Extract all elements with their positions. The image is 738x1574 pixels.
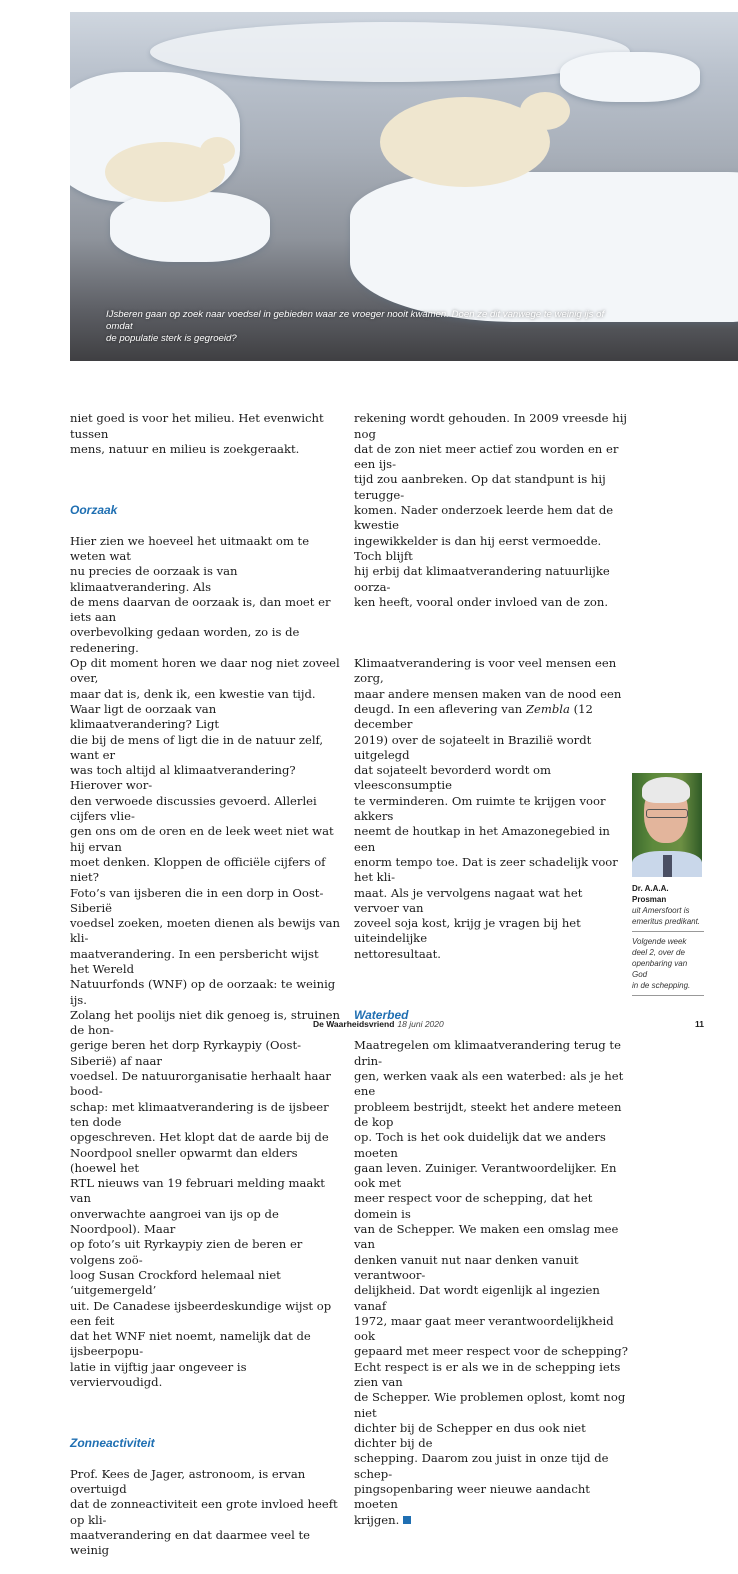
polar-bear-cub-head (200, 137, 235, 165)
intro-paragraph: niet goed is voor het milieu. Het evenwicht tussen mens, natuur en milieu is zoekgeraakt. (70, 411, 324, 456)
text: Maatregelen om klimaatverandering terug te drin- gen, werken vaak als een waterbed: als je het ene probleem bestrijdt, steekt het andere meteen de kop op. Toch is het ook duidelijk dat we anders moeten gaan leven. Zuiniger. Verantwoordelijker. En ook met meer respect voor de schepping, dat het domein is van de Schepper. We maken een omslag mee van denken vanuit nut naar denken vanuit verantwoor- delijkheid. Dat wordt eigenlijk al ingezien vanaf 1972, maar gaat meer verantwoordelijkheid ook gepaard met meer respect voor de schepping? Echt respect is er als we in de schepping iets zien van de Schepper. Wie problemen oplost, komt nog niet dichter bij de Schepper en dus ook niet dichter bij de schepping. Daarom zou juist in onze tijd de schep- pingsopenbaring weer nieuwe aandacht moeten krijgen. (354, 1038, 628, 1527)
photo-caption: IJsberen gaan op zoek naar voedsel in gebieden waar ze vroeger nooit kwamen. Doen ze dit vanwege te weinig ijs of omdat de populatie sterk is gegroeid? (106, 309, 605, 344)
text: (12 december 2019) over de sojateelt in Brazilië wordt uitgelegd dat sojateelt bevorderd wordt om vleesconsumptie te verminderen. Om ruimte te krijgen voor akkers neemt de houtkap in het Amazonegebied in een enorm tempo toe. Dat is zeer schadelijk voor het kli- maat. Als je vervolgens nagaat wat het vervoer van zoveel soja kost, krijg je vragen bij het uiteindelijke nettoresultaat. (354, 701, 618, 961)
paragraph-zon: rekening wordt gehouden. In 2009 vreesde hij nog dat de zon niet meer actief zou worden en er een ijs- tijd zou aanbreken. Op dat standpunt is hij terugge- komen. Nader onderzoek leerde hem dat de kwestie ingewikkelder is dan hij eerst vermoedde. Toch blijft hij erbij dat klimaatverandering natuurlijke oorza- ken heeft, vooral onder invloed van de zon. (354, 411, 627, 609)
program-title: Zembla (525, 701, 570, 716)
heading-zonneactiviteit: Zonneactiviteit (70, 1436, 155, 1451)
divider (632, 931, 704, 932)
author-bio: uit Amersfoort is emeritus predikant. (632, 906, 701, 926)
author-photo (632, 773, 702, 877)
heading-waterbed: Waterbed (354, 1007, 409, 1022)
text: Klimaatverandering is voor veel mensen een zorg, maar andere mensen maken van de nood een deugd. In een aflevering van (354, 656, 622, 716)
end-mark-icon (403, 1516, 411, 1524)
polar-bear-adult-head (520, 92, 570, 130)
footer (313, 1019, 444, 1029)
ice-floe (350, 172, 738, 322)
paragraph-zembla (354, 656, 629, 962)
divider (632, 995, 704, 996)
ice-floe (560, 52, 700, 102)
page-number: 11 (695, 1019, 704, 1029)
paragraph-oorzaak: Hier zien we hoeveel het uitmaakt om te weten wat nu precies de oorzaak is van klimaatverandering. Als de mens daarvan de oorzaak is, dan moet er iets aan overbevolking gedaan worden, zo is de redenering. Op dit moment horen we daar nog niet zoveel over, maar dat is, denk ik, een kwestie van tijd. Waar ligt de oorzaak van klimaatverandering? Ligt die bij de mens of ligt die in de natuur zelf, want er was toch altijd al klimaatverandering? Hierover wor- den verwoede discussies gevoerd. Allerlei cijfers vlie- gen ons om de oren en de leek weet niet wat hij ervan moet denken. Kloppen de officiële cijfers of niet? Foto’s van ijsberen die in een dorp in Oost-Siberië voedsel zoeken, moeten dienen als bewijs van kli- maatverandering. In een persbericht wijst het Wereld Natuurfonds (WNF) op de oorzaak: te weinig ijs. Zolang het poolijs niet dik genoeg is, struinen de hon- gerige beren het dorp Ryrkaypiy (Oost-Siberië) af naar voedsel. De natuurorganisatie herhaalt haar bood- schap: met klimaatverandering is de ijsbeer ten dode opgeschreven. Het klopt dat de aarde bij de Noordpool sneller opwarmt dan elders (hoewel het RTL nieuws van 19 februari melding maakt van onverwachte aangroei van ijs op de Noordpool). Maar op foto’s uit Ryrkaypiy zien de beren er volgens zoö- loog Susan Crockford helemaal niet ‘uitgemergeld’ uit. De Canadese ijsbeerdeskundige wijst op een feit dat het WNF niet noemt, namelijk dat de ijsbeerpopu- latie in vijftig jaar ongeveer is verviervoudigd. (70, 533, 340, 1389)
next-week-note: Volgende week deel 2, over de openbaring van God in de schepping. (632, 937, 691, 990)
left-column (70, 396, 340, 1574)
author-name: Dr. A.A.A. Prosman (632, 884, 669, 904)
paragraph-zonneactiviteit: Prof. Kees de Jager, astronoom, is ervan overtuigd dat de zonneactiviteit een grote invloed heeft op kli- maatverandering en dat daarmee veel te weinig (70, 1466, 338, 1558)
heading-oorzaak: Oorzaak (70, 503, 118, 518)
paragraph-waterbed (354, 1038, 629, 1528)
ice-floe (150, 22, 630, 82)
polar-bears-photo (70, 12, 738, 361)
author-box (632, 773, 704, 1000)
publication-name: De Waarheidsvriend (313, 1019, 395, 1029)
ice-floe (110, 192, 270, 262)
right-column (354, 396, 629, 1543)
issue-date: 18 juni 2020 (397, 1019, 444, 1029)
